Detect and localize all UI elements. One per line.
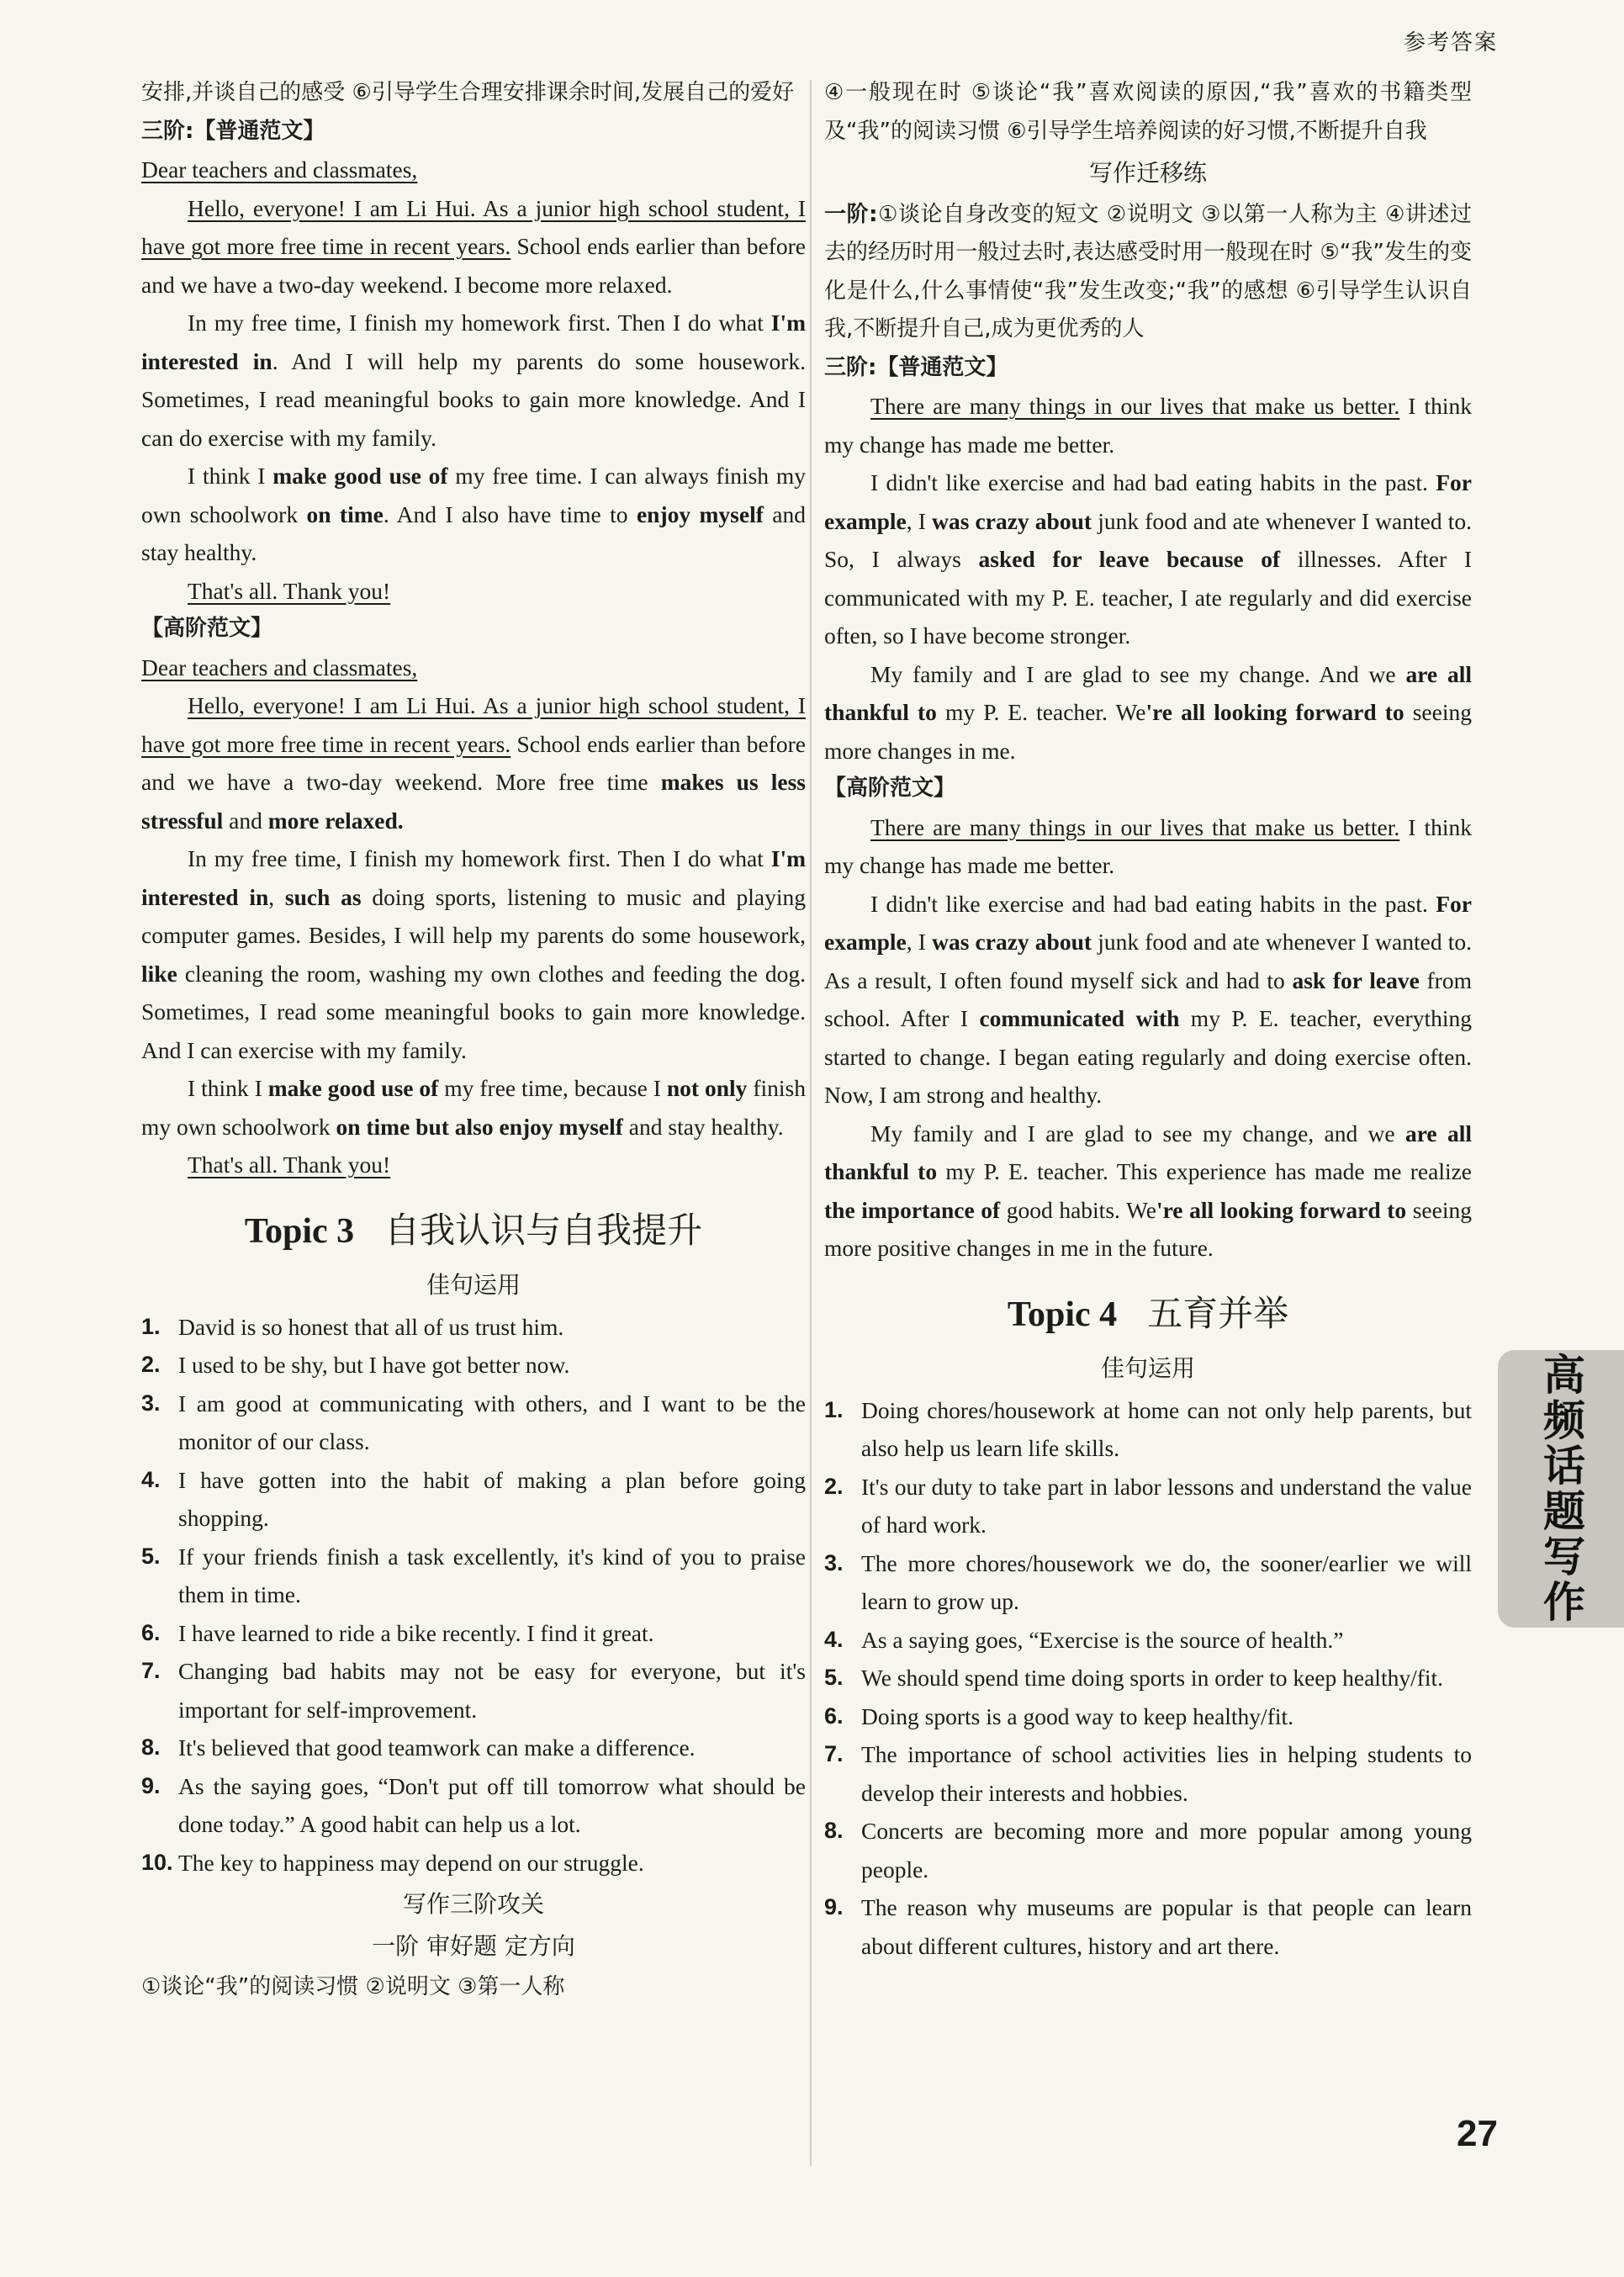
right-intro: ④一般现在时 ⑤谈论“我”喜欢阅读的原因,“我”喜欢的书籍类型及“我”的阅读习惯 ⑥引导学生培养阅读的好习惯,不断提升自我	[824, 80, 1472, 144]
sentence-item	[824, 1888, 1472, 1965]
essay-paragraph: I didn't like exercise and had bad eating habits in the past. For example, I was crazy about junk food and ate whenever I wanted to. So, I always asked for leave because of illnesses. After I communicated with my P. E. teacher, I ate regularly and did exercise often, so I have become stronger.	[824, 469, 1472, 649]
item-text: If your friends finish a task excellently, it's kind of you to praise them in time.	[178, 1543, 806, 1607]
transfer-title: 写作迁移练	[1088, 159, 1207, 187]
essay-paragraph: My family and I are glad to see my change. And we are all thankful to my P. E. teacher. We're all looking forward to seeing more changes in me.	[824, 660, 1472, 764]
item-number: 6.	[141, 1619, 161, 1645]
topic3-sentence-list	[141, 1308, 806, 1882]
item-text: As a saying goes, “Exercise is the source of health.”	[861, 1626, 1344, 1653]
header-title: 参考答案	[1403, 30, 1498, 56]
item-number: 8.	[141, 1734, 161, 1760]
topic3-title: Topic 3 自我认识与自我提升	[244, 1209, 703, 1251]
item-text: The more chores/housework we do, the sooner/earlier we will learn to grow up.	[861, 1549, 1472, 1614]
sentence-item	[824, 1659, 1472, 1697]
sentence-item	[141, 1652, 806, 1729]
topic3-subtitle: 佳句运用	[426, 1271, 521, 1299]
sentence-item	[824, 1812, 1472, 1888]
item-text: It's believed that good teamwork can make a difference.	[178, 1734, 696, 1761]
item-number: 2.	[824, 1473, 844, 1499]
essay-paragraph: I think I make good use of my free time, because I not only finish my own schoolwork on time but also enjoy myself and stay healthy.	[141, 1075, 807, 1140]
item-number: 3.	[141, 1390, 161, 1416]
item-number: 4.	[824, 1626, 844, 1652]
essay-paragraph: My family and I are glad to see my change, and we are all thankful to my P. E. teacher. This experience has made me realize the importance of good habits. We're all looking forward to seeing more positive changes in me in the future.	[824, 1120, 1473, 1261]
side-tab	[1498, 1350, 1624, 1628]
topic4-sentence-list	[824, 1391, 1472, 1966]
item-number: 8.	[824, 1818, 844, 1843]
essay-paragraph: In my free time, I finish my homework first. Then I do what I'm interested in. And I will help my parents do some housework. Sometimes, I read meaningful books to gain more knowledge. And I can do exercise with my family.	[141, 310, 807, 451]
sentence-item	[824, 1391, 1472, 1468]
closing: That's all. Thank you!	[188, 1152, 391, 1178]
salutation: Dear teachers and classmates,	[141, 654, 418, 680]
essay-paragraph: Hello, everyone! I am Li Hui. As a junior high school student, I have got more free time in recent years. School ends earlier than before and we have a two-day weekend. I become more relaxed.	[141, 194, 806, 298]
topic4-subtitle: 佳句运用	[1100, 1354, 1195, 1382]
sentence-item	[141, 1538, 806, 1614]
salutation: Dear teachers and classmates,	[141, 156, 418, 183]
item-text: I used to be shy, but I have got better now.	[178, 1352, 570, 1378]
sentence-item	[824, 1621, 1472, 1660]
item-number: 9.	[141, 1772, 161, 1798]
yijie-paragraph: 一阶:①谈论自身改变的短文 ②说明文 ③以第一人称为主 ④讲述过去的经历时用一般过去时,表达感受时用一般现在时 ⑤“我”发生的变化是什么,什么事情使“我”发生改变;“我”的感想 ⑥引导学生认识自我,不断提升自己,成为更优秀的人	[824, 201, 1472, 342]
item-text: Doing chores/housework at home can not only help parents, but also help us learn life skills.	[861, 1396, 1472, 1461]
sentence-item	[141, 1767, 806, 1844]
essay-paragraph: I think I make good use of my free time. I can always finish my own schoolwork on time. And I also have time to enjoy myself and stay healthy.	[141, 463, 807, 565]
sanjie-normal-label: 三阶:【普通范文】	[824, 354, 1008, 380]
normal-essay	[141, 151, 806, 610]
essay-paragraph: There are many things in our lives that make us better. I think my change has made me better.	[824, 393, 1472, 458]
item-text: As the saying goes, “Don't put off till tomorrow what should be done today.” A good habit can help us a lot.	[178, 1772, 806, 1837]
essay-paragraph: In my free time, I finish my homework first. Then I do what I'm interested in, such as doing sports, listening to music and playing computer games. Besides, I will help my parents do some housework, like cleaning the room, washing my own clothes and feeding the dog. Sometimes, I read some meaningful books to gain more knowledge. And I can exercise with my family.	[141, 845, 807, 1063]
essay-paragraph: There are many things in our lives that make us better. I think my change has made me better.	[824, 813, 1472, 878]
item-number: 5.	[141, 1543, 161, 1569]
sentence-item	[141, 1385, 806, 1461]
item-number: 9.	[824, 1894, 844, 1920]
item-text: It's our duty to take part in labor lessons and understand the value of hard work.	[861, 1473, 1472, 1538]
sentence-item	[824, 1735, 1472, 1812]
sentence-item	[141, 1461, 806, 1538]
sentence-item	[141, 1729, 806, 1767]
item-text: We should spend time doing sports in order to keep healthy/fit.	[861, 1665, 1444, 1691]
item-number: 10.	[141, 1849, 173, 1875]
item-number: 7.	[141, 1658, 161, 1683]
closing: That's all. Thank you!	[188, 577, 391, 604]
left-intro: 安排,并谈自己的感受 ⑥引导学生合理安排课余时间,发展自己的爱好	[141, 80, 795, 105]
yijie-text: ①谈论“我”的阅读习惯 ②说明文 ③第一人称	[141, 1974, 565, 1999]
left-column	[141, 74, 806, 2007]
sentence-item	[141, 1844, 806, 1882]
item-number: 3.	[824, 1549, 844, 1575]
item-text: The reason why museums are popular is that people can learn about different cultures, history and art there.	[861, 1894, 1472, 1959]
item-number: 1.	[824, 1396, 844, 1422]
writing-section-title: 写作三阶攻关	[402, 1890, 544, 1918]
essay-paragraph: Hello, everyone! I am Li Hui. As a junior high school student, I have got more free time in recent years. School ends earlier than before and we have a two-day weekend. More free time makes us less stressful and more relaxed.	[141, 692, 806, 834]
gaojie-label: 【高阶范文】	[824, 776, 956, 801]
item-text: The importance of school activities lies in helping students to develop their interests and hobbies.	[861, 1741, 1472, 1806]
right-column	[824, 74, 1472, 1965]
sanjie-normal-label: 三阶:【普通范文】	[141, 118, 325, 144]
item-number: 2.	[141, 1352, 161, 1377]
essay-paragraph: I didn't like exercise and had bad eating habits in the past. For example, I was crazy about junk food and ate whenever I wanted to. As a result, I often found myself sick and had to ask for leave from school. After I communicated with my P. E. teacher, everything started to change. I began eating regularly and doing exercise often. Now, I am strong and healthy.	[824, 890, 1472, 1108]
sentence-item	[824, 1697, 1472, 1736]
high-essay	[824, 808, 1472, 1268]
normal-essay	[824, 387, 1472, 770]
item-text: Changing bad habits may not be easy for everyone, but it's important for self-improvement.	[178, 1658, 806, 1723]
item-number: 4.	[141, 1466, 161, 1492]
sentence-item	[824, 1544, 1472, 1621]
high-essay	[141, 649, 806, 1184]
item-text: I am good at communicating with others, and I want to be the monitor of our class.	[178, 1390, 806, 1454]
item-text: David is so honest that all of us trust him.	[178, 1313, 564, 1340]
topic4-title: Topic 4 五育并举	[1007, 1292, 1289, 1334]
item-text: I have gotten into the habit of making a plan before going shopping.	[178, 1466, 806, 1531]
page-number: 27	[1457, 2113, 1498, 2154]
sentence-item	[141, 1308, 806, 1347]
column-divider	[810, 80, 812, 2166]
gaojie-label: 【高阶范文】	[141, 616, 273, 641]
sentence-item	[824, 1468, 1472, 1544]
item-text: Concerts are becoming more and more popular among young people.	[861, 1818, 1472, 1882]
side-tab-label: 高频话题写作	[1537, 1353, 1585, 1625]
yijie-title: 一阶 审好题 定方向	[372, 1931, 575, 1960]
item-text: Doing sports is a good way to keep healthy/fit.	[861, 1702, 1294, 1729]
item-number: 7.	[824, 1741, 844, 1766]
item-text: The key to happiness may depend on our struggle.	[178, 1849, 644, 1876]
sentence-item	[141, 1346, 806, 1385]
sentence-item	[141, 1614, 806, 1653]
item-number: 1.	[141, 1313, 161, 1339]
item-text: I have learned to ride a bike recently. I find it great.	[178, 1619, 654, 1646]
item-number: 6.	[824, 1702, 844, 1729]
item-number: 5.	[824, 1665, 844, 1690]
